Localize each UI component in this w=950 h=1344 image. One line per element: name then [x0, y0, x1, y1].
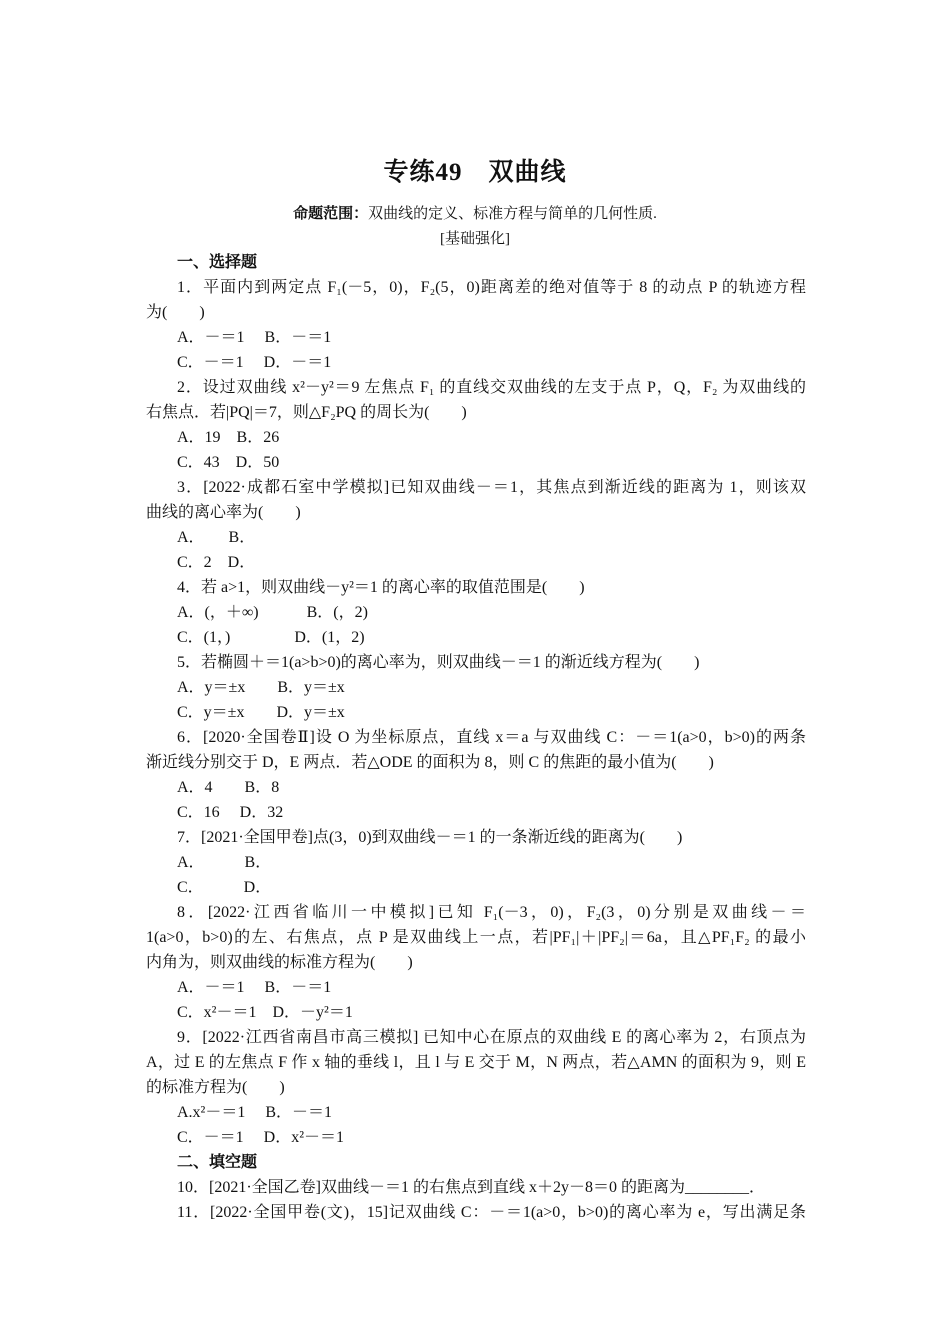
- question-2-line-2: 右焦点．若|PQ|＝7，则△F₂PQ 的周长为( ): [146, 404, 467, 421]
- question-3-line-1: 3．[2022·成都石室中学模拟]已知双曲线－＝1，其焦点到渐近线的距离为 1，则该双: [177, 479, 806, 496]
- question-6-options-ab: A．4 B．8: [177, 779, 280, 796]
- question-3-options-ab: A． B．: [177, 529, 256, 546]
- question-9-line-2: A，过 E 的左焦点 F 作 x 轴的垂线 l，且 l 与 E 交于 M，N 两点，若△AMN 的面积为 9，则 E: [146, 1054, 806, 1071]
- question-1-line-2: 为( ): [146, 304, 205, 321]
- question-4-line-1: 4．若 a>1，则双曲线－y²＝1 的离心率的取值范围是( ): [177, 579, 585, 596]
- question-2-options-ab: A．19 B．26: [177, 429, 280, 446]
- question-8-line-3: 内角为，则双曲线的标准方程为( ): [146, 954, 413, 971]
- question-8-options-cd: C．x²－＝1 D．－y²＝1: [177, 1004, 353, 1021]
- question-1-options-cd: C．－＝1 D．－＝1: [177, 354, 332, 371]
- question-10-line-1: 10．[2021·全国乙卷]双曲线－＝1 的右焦点到直线 x＋2y－8＝0 的距离为________．: [177, 1179, 765, 1196]
- question-7-line-1: 7．[2021·全国甲卷]点(3，0)到双曲线－＝1 的一条渐近线的距离为( ): [177, 829, 683, 846]
- section-tag: [基础强化]: [440, 231, 510, 247]
- question-7-options-ab: A． B．: [177, 854, 272, 871]
- question-9-options-cd: C．－＝1 D．x²－＝1: [177, 1129, 345, 1146]
- question-2-options-cd: C．43 D．50: [177, 454, 280, 471]
- question-3-options-cd: C．2 D．: [177, 554, 256, 571]
- question-9-line-3: 的标准方程为( ): [146, 1079, 285, 1096]
- question-2-line-1: 2．设过双曲线 x²－y²＝9 左焦点 F₁ 的直线交双曲线的左支于点 P，Q，F₂ 为双曲线的: [177, 379, 806, 396]
- page-title: 专练49 双曲线: [383, 159, 567, 186]
- question-7-options-cd: C． D．: [177, 879, 272, 896]
- section-heading-fill: 二、填空题: [177, 1154, 258, 1171]
- question-5-options-ab: A．y＝±x B．y＝±x: [177, 679, 345, 696]
- question-1-line-1: 1．平面内到两定点 F₁(－5，0)，F₂(5，0)距离差的绝对值等于 8 的动点 P 的轨迹方程: [177, 279, 806, 296]
- scope-label: 命题范围：: [293, 206, 369, 222]
- scope-line: [0, 202, 950, 223]
- question-4-options-ab: A．(，＋∞) B．(，2): [177, 604, 368, 621]
- question-6-options-cd: C．16 D．32: [177, 804, 284, 821]
- question-5-line-1: 5．若椭圆＋＝1(a>b>0)的离心率为，则双曲线－＝1 的渐近线方程为( ): [177, 654, 700, 671]
- section-heading-choice: 一、选择题: [177, 254, 258, 271]
- question-8-options-ab: A．－＝1 B．－＝1: [177, 979, 332, 996]
- question-6-line-2: 渐近线分别交于 D，E 两点．若△ODE 的面积为 8，则 C 的焦距的最小值为( ): [146, 754, 714, 771]
- question-5-options-cd: C．y＝±x D．y＝±x: [177, 704, 345, 721]
- question-1-options-ab: A．－＝1 B．－＝1: [177, 329, 332, 346]
- question-9-line-1: 9．[2022·江西省南昌市高三模拟] 已知中心在原点的双曲线 E 的离心率为 2，右顶点为: [177, 1029, 806, 1046]
- question-8-line-1: 8．[2022·江西省临川一中模拟]已知 F₁(－3，0)，F₂(3，0)分别是双曲线－＝: [177, 904, 806, 921]
- scope-text: 双曲线的定义、标准方程与简单的几何性质.: [368, 206, 657, 222]
- question-9-options-ab: A.x²－＝1 B．－＝1: [177, 1104, 333, 1121]
- question-6-line-1: 6．[2020·全国卷Ⅱ]设 O 为坐标原点，直线 x＝a 与双曲线 C：－＝1(a>0，b>0)的两条: [177, 729, 806, 746]
- question-11-line-1: 11．[2022·全国甲卷(文)，15]记双曲线 C：－＝1(a>0，b>0)的离心率为 e，写出满足条: [177, 1204, 806, 1221]
- question-3-line-2: 曲线的离心率为( ): [146, 504, 301, 521]
- question-4-options-cd: C．(1，) D．(1，2): [177, 629, 365, 646]
- question-8-line-2: 1(a>0，b>0)的左、右焦点，点 P 是双曲线上一点，若|PF₁|＋|PF₂|＝6a，且△PF₁F₂ 的最小: [146, 929, 806, 946]
